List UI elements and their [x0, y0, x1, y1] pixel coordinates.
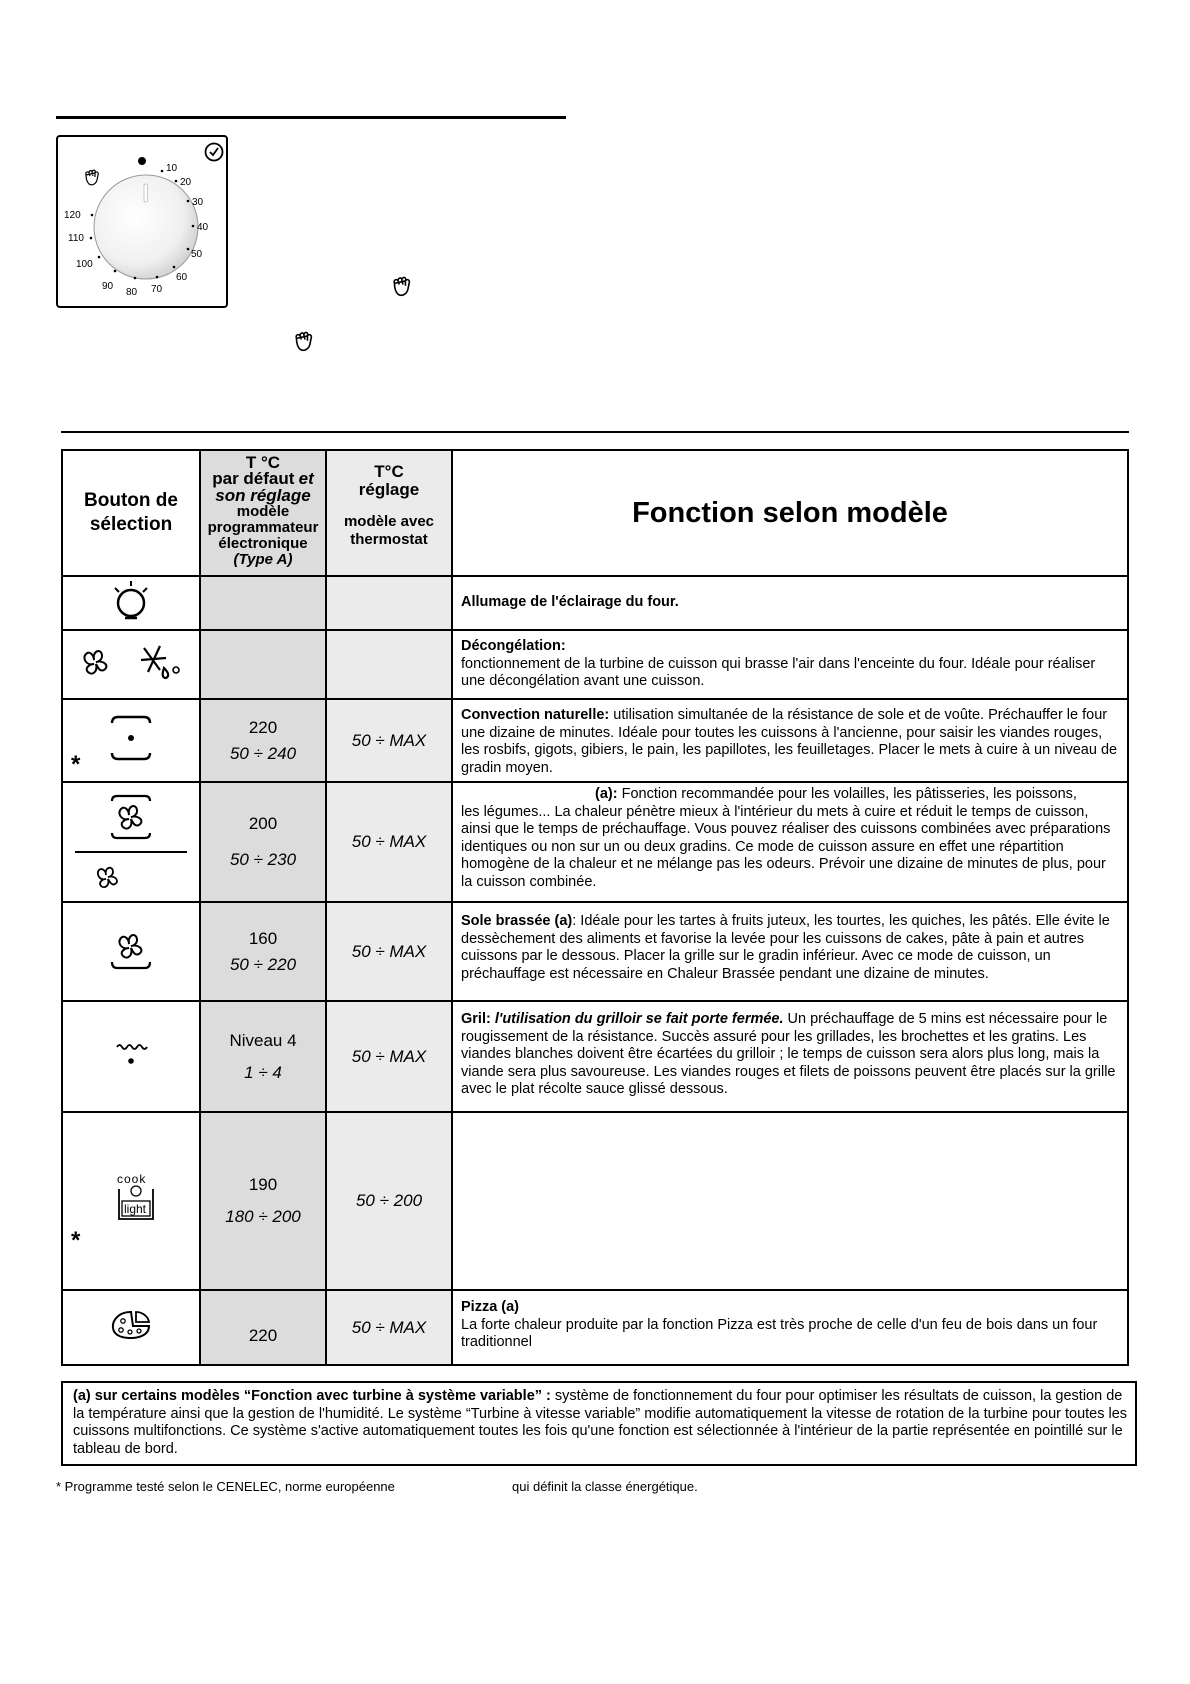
pizza-icon [109, 1308, 153, 1342]
tick-label: 40 [197, 222, 209, 233]
tick-label: 50 [191, 249, 203, 260]
footnote-continued: qui définit la classe énergétique. [512, 1479, 698, 1494]
top-rule [56, 116, 566, 119]
table-row [62, 782, 1128, 902]
fan-icon [93, 862, 123, 892]
tick-label: 10 [166, 163, 178, 174]
thermostat-cell: 50 ÷ MAX [326, 1001, 452, 1112]
icon-cell [62, 902, 200, 1001]
icon-cell [62, 1001, 200, 1112]
cook-light-top-text: cook [117, 1171, 147, 1186]
thermostat-cell: 50 ÷ 200 [326, 1112, 452, 1290]
hand-icon [86, 170, 98, 185]
defrost-icon [76, 642, 186, 682]
header-default-temp: T °C par défaut et son réglage modèle programmateur électronique (Type A) [200, 450, 326, 576]
header-thermostat: T°C réglage modèle avec thermostat [326, 450, 452, 576]
table-row [62, 1112, 1128, 1290]
cook-light-bottom-text: light [124, 1201, 147, 1216]
default-temp-cell [200, 630, 326, 699]
default-temp-cell: Niveau 4 1 ÷ 4 [200, 1001, 326, 1112]
star-marker: * [71, 1227, 81, 1254]
thermostat-cell: 50 ÷ MAX [326, 699, 452, 782]
default-temp-cell: 220 50 ÷ 240 [200, 699, 326, 782]
icon-cell [62, 630, 200, 699]
fan-bottom-icon [108, 926, 154, 972]
table-row [62, 902, 1128, 1001]
tick-label: 60 [176, 272, 188, 283]
default-temp-cell: 220 [200, 1290, 326, 1365]
cook-light-icon [111, 1171, 161, 1227]
table-row [62, 1290, 1128, 1365]
thermostat-cell [326, 630, 452, 699]
table-row [62, 699, 1128, 782]
minute-timer-panel [56, 135, 228, 308]
icon-cell [62, 576, 200, 630]
thermostat-cell: 50 ÷ MAX [326, 902, 452, 1001]
note-box: (a) sur certains modèles “Fonction avec turbine à système variable” : système de fonctionnement du four pour optimiser les résultats de cuisson, la gestion de la température ainsi que la gestion de l'humidité. Le système “Turbine à vitesse variable” modifie automatiquement la vitesse de rotation de la turbine pour toutes les cuissons multifonctions. Ce système s'active automatiquement toutes les fois qu'une fonction est sélectionnée à l'intérieur de la partie représentée en pointillé sur le tableau de bord. [61, 1381, 1137, 1466]
table-row [62, 630, 1128, 699]
icon-cell [62, 1112, 200, 1290]
function-text-cell: Gril: l'utilisation du grilloir se fait porte fermée. Un préchauffage de 5 mins est nécessaire pour le rougissement de la résistance. Succès assuré pour les grillades, les brochettes et les gratins. Les viandes blanches doivent être écartées du grilloir ; le temps de cuisson sera alors plus long, mais la viande sera plus savoureuse. Les viandes rouges et filets de poissons peuvent être placés sur la grille avec le plat récolte sauce glissé dessous. [452, 1001, 1128, 1112]
natural-convection-icon [106, 713, 156, 763]
header-selection-button: Bouton de sélection [62, 450, 200, 576]
start-dot [138, 157, 146, 165]
icon-cell [62, 699, 200, 782]
tick-label: 90 [102, 281, 114, 292]
star-marker: * [71, 751, 81, 778]
function-text-cell: Allumage de l'éclairage du four. [452, 576, 1128, 630]
table-header-row [62, 450, 1128, 576]
function-text-cell: Convection naturelle: utilisation simultanée de la résistance de sole et de voûte. Préchauffer le four une dizaine de minutes. Idéale pour toutes les cuissons à l'ancienne, pour saisir les viandes rouges, les rosbifs, gigots, gibiers, le pain, les papillotes, les feuilletages. Placer le mets à cuire à un niveau de gradin moyen. [452, 699, 1128, 782]
tick-label: 30 [192, 197, 204, 208]
thermostat-cell: 50 ÷ MAX [326, 1290, 452, 1365]
grill-icon [111, 1039, 151, 1069]
tick-label: 20 [180, 177, 192, 188]
header-function: Fonction selon modèle [452, 450, 1128, 576]
tick-label: 70 [151, 284, 163, 295]
hand-icon [294, 331, 316, 353]
tick-label: 80 [126, 287, 138, 298]
function-text-cell: Sole brassée (a): Idéale pour les tartes à fruits juteux, les tourtes, les quiches, les pâtés. Elle évite le dessèchement des aliments et favorise la levée pour les cuissons de cakes, pâte à pain et autres cuissons par le dessous. Placer la grille sur le gradin inférieur. Avec ce mode de cuisson, un préchauffage est nécessaire en Chaleur Brassée pendant une dizaine de minutes. [452, 902, 1128, 1001]
lamp-icon [111, 579, 151, 623]
section-rule [61, 431, 1129, 433]
default-temp-cell: 160 50 ÷ 220 [200, 902, 326, 1001]
table-row [62, 576, 1128, 630]
default-temp-cell: 200 50 ÷ 230 [200, 782, 326, 902]
tick-label: 110 [68, 233, 84, 244]
icon-cell [62, 1290, 200, 1365]
function-text-cell: (a): Fonction recommandée pour les volailles, les pâtisseries, les poissons, les légumes... La chaleur pénètre mieux à l'intérieur du mets à cuire et réduit le temps de cuisson, ainsi que le temps de préchauffage. Vous pouvez réaliser des cuissons combinées avec préparations identiques ou non sur un ou deux gradins. Ce mode de cuisson assure en effet une répartition homogène de la chaleur et ne mélange pas les odeurs. Prévoir une dizaine de minutes de plus, pour la cuisson combinée. [452, 782, 1128, 902]
thermostat-cell: 50 ÷ MAX [326, 782, 452, 902]
tick-label: 100 [76, 259, 93, 270]
function-text-cell: Pizza (a) La forte chaleur produite par la fonction Pizza est très proche de celle d'un feu de bois dans un four traditionnel [452, 1290, 1128, 1365]
timer-dial [58, 137, 226, 306]
thermostat-cell [326, 576, 452, 630]
default-temp-cell: 190 180 ÷ 200 [200, 1112, 326, 1290]
hand-icon [392, 276, 414, 298]
table-row [62, 1001, 1128, 1112]
tick-label: 120 [64, 210, 81, 221]
fan-heat-icon [108, 793, 154, 841]
function-text-cell [452, 1112, 1128, 1290]
function-text-cell: Décongélation: fonctionnement de la turbine de cuisson qui brasse l'air dans l'enceinte du four. Idéale pour réaliser une décongélation avant une cuisson. [452, 630, 1128, 699]
footnote: * Programme testé selon le CENELEC, norme européenne [56, 1479, 395, 1494]
clock-icon [206, 144, 223, 161]
dial-indicator [144, 184, 148, 202]
function-table [61, 449, 1129, 1366]
icon-cell [62, 782, 200, 902]
default-temp-cell [200, 576, 326, 630]
